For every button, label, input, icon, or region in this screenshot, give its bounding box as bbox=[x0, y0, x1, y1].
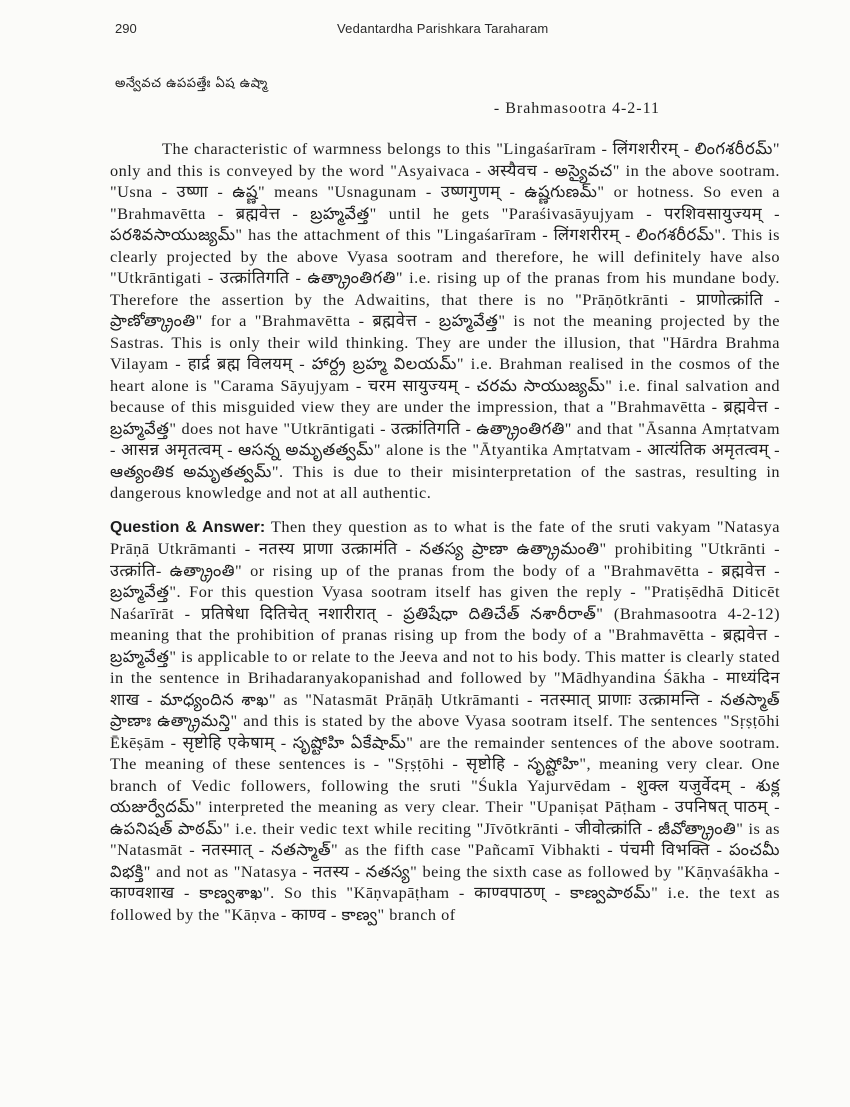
question-answer-paragraph bbox=[110, 516, 780, 926]
running-title: Vedantardha Parishkara Taraharam bbox=[337, 21, 549, 36]
paragraph-warmness: The characteristic of warmness belongs to this "Lingaśarīram - लिंगशरीरम् - లింగశరీరమ్" only and this is conveyed by the word "Asyaivaca - अस्यैवच - అస్యైవచ" in the above sootram. "Usna - उष्णा - ఉష్ణ" means "Usnagunam - उष्णगुणम् - ఉష్ణగుణమ్" or hotness. So even a "Brahmavētta - ब्रह्मवेत्त - బ్రహ్మవేత్త" until he gets "Paraśivasāyujyam - परशिवसायुज्यम् - పరశివసాయుజ్యమ్" has the attachment of this "Lingaśarīram - लिंगशरीरम् - లింగశరీరమ్". This is clearly projected by the above Vyasa sootram and therefore, he will definitely have also "Utkrāntigati - उत्क्रांतिगति - ఉత్క్రాంతిగతి" i.e. rising up of the pranas from his mundane body. Therefore the assertion by the Adwaitins, that there is no "Prāṇōtkrānti - प्राणोत्क्रांति - ప్రాణోత్క్రాంతి" for a "Brahmavētta - ब्रह्मवेत्त - బ్రహ్మవేత్త" is not the meaning projected by the Sastras. This is only their wild thinking. They are under the illusion, that "Hārdra Brahma Vilayam - हार्द्र ब्रह्म विलयम् - హార్ద్ర బ్రహ్మ విలయమ్" i.e. Brahman realised in the cosmos of the heart alone is "Carama Sāyujyam - चरम सायुज्यम् - చరమ సాయుజ్యమ్" i.e. final salvation and because of this misguided view they are under the impression, that a "Brahmavētta - ब्रह्मवेत्त - బ్రహ్మవేత్త" does not have "Utkrāntigati - उत्क्रांतिगति - ఉత్క్రాంతిగతి" and that "Āsanna Amṛtatvam - आसन्न अमृतत्वम् - ఆసన్న అమృతత్వమ్" alone is the "Ātyantika Amṛtatvam - आत्यंतिक अमृतत्वम् - ఆత్యంతిక అమృతత్వమ్". This is due to their misinterpretation of the sastras, resulting in dangerous knowledge and not at all authentic. bbox=[110, 139, 780, 502]
epigraph bbox=[115, 76, 790, 118]
body-text bbox=[110, 138, 780, 937]
page-number: 290 bbox=[115, 21, 137, 36]
sutra-text: అన్వేవచ ఉపపత్తేః ఏష ఉష్మా bbox=[115, 76, 268, 91]
page-header bbox=[115, 18, 790, 44]
sutra-reference: - Brahmasootra 4-2-11 bbox=[493, 100, 660, 117]
qa-heading: Question & Answer: bbox=[110, 518, 266, 536]
qa-text: Then they question as to what is the fate of the sruti vakyam "Natasya Prāṇā Utkrāmanti - नतस्य प्राणा उत्क्रामंति - నతస్య ప్రాణా ఉత్క్రామంతి" prohibiting "Utkrānti - उत्क्रांति- ఉత్క్రాంతి" or rising up of the pranas from the body of a "Brahmavētta - ब्रह्मवेत्त - బ్రహ్మవేత్త". For this question Vyasa sootram itself has given the reply - "Pratiṣēdhā Diticēt Naśarīrāt - प्रतिषेधा दितिचेत् नशारीरात् - ప్రతిషేధా దితిచేత్ నశారీరాత్" (Brahmasootra 4-2-12) meaning that the prohibition of pranas rising up from the body of a "Brahmavētta - ब्रह्मवेत्त - బ్రహ్మవేత్త" is applicable to or relate to the Jeeva and not to his body. This matter is clearly stated in the sentence in Brihadaranyakopanishad and followed by "Mādhyandina Śākha - माध्यंदिन शाख - మాధ్యందిన శాఖ" as "Natasmāt Prāṇāḥ Utkrāmanti - नतस्मात् प्राणाः उत्क्रामन्ति - నతస్మాత్ ప్రాణాః ఉత్క్రామన్తి" and this is stated by the above Vyasa sootram itself. The sentences "Sṛṣṭōhi Ēkēṣām - सृष्टोहि एकेषाम् - సృష్టోహి ఏకేషామ్" are the remainder sentences of the above sootram. The meaning of these sentences is - "Sṛṣṭōhi - सृष्टोहि - సృష్టోహి", meaning very clear. One branch of Vedic followers, following the sruti "Śukla Yajurvēdam - शुक्ल यजुर्वेदम् - శుక్ల యజుర్వేదమ్" interpreted the meaning as very clear. Their "Upaniṣat Pāṭham - उपनिषत् पाठम् - ఉపనిషత్ పాఠమ్" i.e. their vedic text while reciting "Jīvōtkrānti - जीवोत्क्रांति - జీవోత్క్రాంతి" is as "Natasmāt - नतस्मात् - నతస్మాత్" as the fifth case "Pañcamī Vibhakti - पंचमी विभक्ति - పంచమీ విభక్తి" and not as "Natasya - नतस्य - నతస్య" being the sixth case as followed by "Kāṇvaśākha - काण्वशाख - కాణ్వశాఖ". So this "Kāṇvapāṭham - काण्वपाठण् - కాణ్వపాఠమ్" i.e. the text as followed by the "Kāṇva - काण्व - కాణ్వ" branch of bbox=[110, 516, 780, 924]
